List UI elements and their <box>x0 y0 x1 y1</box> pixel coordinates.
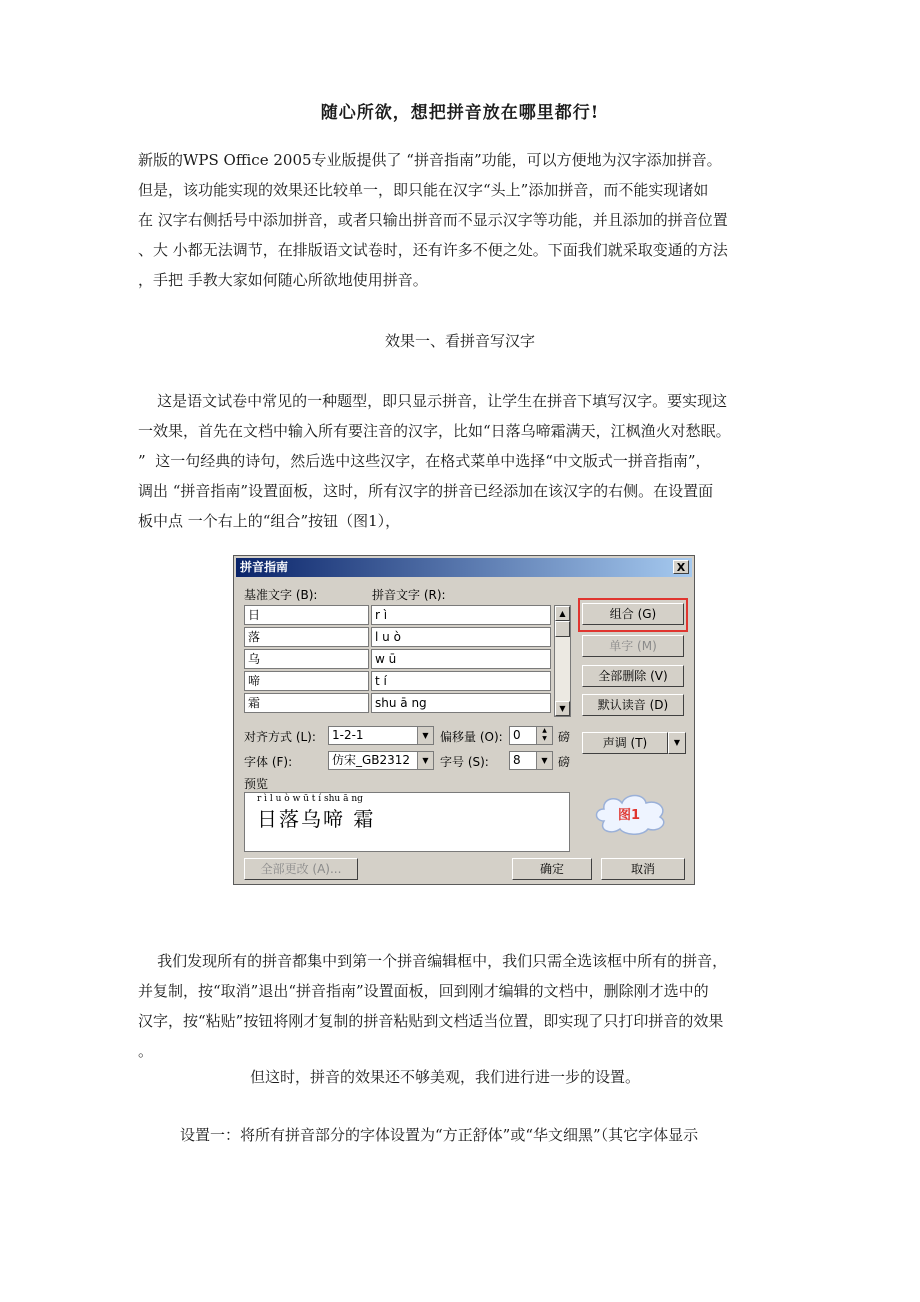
intro-paragraph <box>138 145 798 295</box>
text-line: 在 汉字右侧括号中添加拼音，或者只输出拼音而不显示汉字等功能，并且添加的拼音位置 <box>138 211 728 229</box>
apply-all-button[interactable]: 全部更改 (A)... <box>244 858 358 880</box>
chevron-down-icon[interactable]: ▼ <box>417 752 433 769</box>
offset-label: 偏移量 (O): <box>440 730 503 744</box>
cancel-button[interactable]: 取消 <box>601 858 685 880</box>
figure-label: 图1 <box>618 808 641 823</box>
pinyin-text-label: 拼音文字 (R): <box>372 588 446 602</box>
preview-text: 日落乌啼 霜 <box>257 807 376 831</box>
base-text-field[interactable]: 落 <box>244 627 369 647</box>
chevron-down-icon[interactable]: ▼ <box>536 752 552 769</box>
text-line: 调出 “拼音指南”设置面板，这时，所有汉字的拼音已经添加在该汉字的右侧。在设置面 <box>138 482 714 500</box>
combine-button[interactable]: 组合 (G) <box>582 603 684 625</box>
text-line: ” 这一句经典的诗句，然后选中这些汉字，在格式菜单中选择“中文版式一拼音指南”， <box>138 452 711 470</box>
offset-spinner[interactable] <box>509 726 553 745</box>
pinyin-text-field[interactable]: w ū <box>371 649 551 669</box>
align-value: 1-2-1 <box>332 728 364 742</box>
font-select[interactable] <box>328 751 434 770</box>
base-text-field[interactable]: 乌 <box>244 649 369 669</box>
size-label: 字号 (S): <box>440 755 489 769</box>
pinyin-text-field[interactable]: r ì <box>371 605 551 625</box>
size-value: 8 <box>513 753 521 767</box>
font-value: 仿宋_GB2312 <box>332 753 411 767</box>
default-reading-button[interactable]: 默认读音 (D) <box>582 694 684 716</box>
size-unit: 磅 <box>558 755 571 769</box>
pinyin-text-field[interactable]: shu ā ng <box>371 693 551 713</box>
base-text-label: 基准文字 (B): <box>244 588 318 602</box>
base-text-field[interactable]: 霜 <box>244 693 369 713</box>
text-line: 这是语文试卷中常见的一种题型，即只显示拼音，让学生在拼音下填写汉字。要实现这 <box>138 392 728 410</box>
size-select[interactable] <box>509 751 553 770</box>
offset-unit: 磅 <box>558 730 571 744</box>
body-paragraph-3 <box>138 946 798 1066</box>
offset-value: 0 <box>513 728 521 742</box>
scroll-up-icon[interactable]: ▲ <box>555 606 570 621</box>
text-line: 。 <box>138 1042 154 1060</box>
text-line: 并复制，按“取消”退出“拼音指南”设置面板，回到刚才编辑的文档中，删除刚才选中的 <box>138 982 709 1000</box>
pinyin-text-field[interactable]: l u ò <box>371 627 551 647</box>
preview-label: 预览 <box>244 777 269 791</box>
ok-button[interactable]: 确定 <box>512 858 592 880</box>
dialog-titlebar <box>236 558 692 577</box>
section-heading: 效果一、看拼音写汉字 <box>384 332 535 350</box>
preview-box <box>244 792 570 852</box>
text-line: 新版的WPS Office 2005专业版提供了 “拼音指南”功能，可以方便地为汉字添加拼音。 <box>138 151 722 169</box>
base-text-field[interactable]: 日 <box>244 605 369 625</box>
article-title: 随心所欲，想把拼音放在哪里都行! <box>320 103 600 123</box>
text-line: 一效果，首先在文档中输入所有要注音的汉字，比如“日落乌啼霜满天，江枫渔火对愁眠。 <box>138 422 731 440</box>
text-line: 板中点 一个右上的“组合”按钮（图1）， <box>138 512 401 530</box>
scroll-down-icon[interactable]: ▼ <box>555 701 570 716</box>
centered-note: 但这时，拼音的效果还不够美观，我们进行进一步的设置。 <box>250 1068 641 1086</box>
scroll-thumb[interactable] <box>555 621 570 637</box>
tone-button[interactable]: 声调 (T) <box>582 732 668 754</box>
text-line: 我们发现所有的拼音都集中到第一个拼音编辑框中，我们只需全选该框中所有的拼音， <box>138 952 728 970</box>
text-line: 汉字，按“粘贴”按钮将刚才复制的拼音粘贴到文档适当位置，即实现了只打印拼音的效果 <box>138 1012 724 1030</box>
setting-one-line: 设置一：将所有拼音部分的字体设置为“方正舒体”或“华文细黑”（其它字体显示 <box>180 1126 699 1144</box>
body-paragraph-2 <box>138 386 798 536</box>
base-text-field[interactable]: 啼 <box>244 671 369 691</box>
preview-pinyin: r ì l u ò w ū t í shu ā ng <box>257 794 363 804</box>
text-line: 、大 小都无法调节，在排版语文试卷时，还有许多不便之处。下面我们就采取变通的方法 <box>138 241 728 259</box>
align-label: 对齐方式 (L): <box>244 730 316 744</box>
dialog-title: 拼音指南 <box>240 560 289 574</box>
delete-all-button[interactable]: 全部删除 (V) <box>582 665 684 687</box>
single-char-button[interactable]: 单字 (M) <box>582 635 684 657</box>
pinyin-text-field[interactable]: t í <box>371 671 551 691</box>
align-select[interactable] <box>328 726 434 745</box>
close-button[interactable]: X <box>673 560 689 574</box>
tone-dropdown-icon[interactable]: ▼ <box>668 732 686 754</box>
text-line: 但是，该功能实现的效果还比较单一，即只能在汉字“头上”添加拼音，而不能实现诸如 <box>138 181 709 199</box>
chevron-down-icon[interactable]: ▼ <box>417 727 433 744</box>
spinner-arrows-icon[interactable]: ▲ ▼ <box>536 727 552 744</box>
font-label: 字体 (F): <box>244 755 293 769</box>
text-line: ，手把 手教大家如何随心所欲地使用拼音。 <box>138 271 428 289</box>
rows-scrollbar[interactable] <box>554 605 571 717</box>
pinyin-guide-dialog <box>233 555 695 885</box>
